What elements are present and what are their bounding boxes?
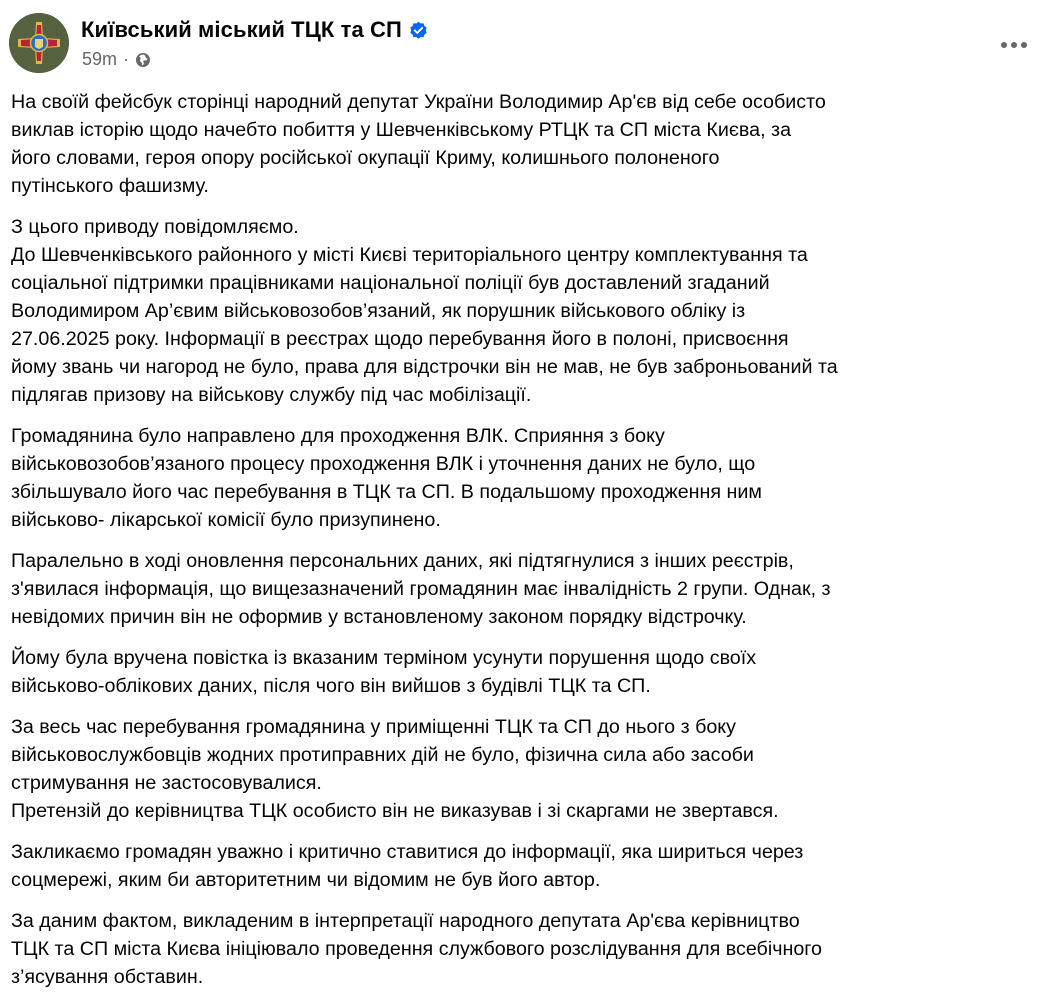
- more-options-icon-dot: [1011, 42, 1017, 48]
- post-paragraph: З цього приводу повідомляємо. До Шевченківського районного у місті Києві територіального центру комплектування та соціальної підтримки працівниками національної поліції був доставлений згаданий Володимиром Ар’євим військовозобов’язаний, як порушник військового обліку із 27.06.2025 року. Інформації в реєстрах щодо перебування його в полоні, присвоєння йому звань чи нагород не було, права для відстрочки він не мав, не був заброньований та підлягав призову на військову службу під час мобілізації.: [11, 216, 838, 406]
- post-body: [11, 88, 1031, 1004]
- author-name[interactable]: Київський міський ТЦК та СП: [81, 17, 402, 42]
- more-options-icon-dot: [1021, 42, 1027, 48]
- post-paragraph: Закликаємо громадян уважно і критично ставитися до інформації, яка шириться через соцмережі, яким би авторитетним чи відомим не був його автор.: [11, 841, 804, 891]
- post-paragraph: За даним фактом, викладеним в інтерпретації народного депутата Ар'єва керівництво ТЦК та СП міста Києва ініціювало проведення службового розслідування для всебічного з’ясування обставин.: [11, 910, 822, 988]
- more-options-button[interactable]: [994, 33, 1034, 57]
- post-paragraph: На своїй фейсбук сторінці народний депутат України Володимир Ар'єв від себе особисто виклав історію щодо начебто побиття у Шевченківському РТЦК та СП міста Києва, за його словами, героя опору російської окупації Криму, колишнього полоненого путінського фашизму.: [11, 91, 826, 197]
- emblem-icon: [9, 13, 69, 73]
- more-options-icon-dot: [1001, 42, 1007, 48]
- post-paragraph: Йому була вручена повістка із вказаним терміном усунути порушення щодо своїх військово-облікових даних, після чого він вийшов з будівлі ТЦК та СП.: [11, 647, 757, 697]
- verified-badge-icon: [409, 21, 428, 40]
- author-row: [81, 17, 428, 43]
- post-paragraph: Паралельно в ході оновлення персональних даних, які підтягнулися з інших реєстрів, з'явилася інформація, що вищезазначений громадянин має інвалідність 2 групи. Однак, з невідомих причин він не оформив у встановленому законом порядку відстрочку.: [11, 550, 831, 628]
- page-avatar[interactable]: [9, 13, 69, 73]
- post-meta: [82, 49, 151, 70]
- meta-separator: ·: [123, 49, 130, 69]
- globe-icon[interactable]: [135, 52, 151, 68]
- post-paragraph: Громадянина було направлено для проходження ВЛК. Сприяння з боку військовозобов’язаного процесу проходження ВЛК і уточнення даних не було, що збільшувало його час перебування в ТЦК та СП. В подальшому проходження ним військово- лікарської комісії було призупинено.: [11, 425, 762, 531]
- post-paragraph: За весь час перебування громадянина у приміщенні ТЦК та СП до нього з боку військовослужбовців жодних протиправних дій не було, фізична сила або засоби стримування не застосовувалися. Претензій до керівництва ТЦК особисто він не виказував і зі скаргами не звертався.: [11, 716, 779, 822]
- post-timestamp[interactable]: 59m: [82, 49, 118, 69]
- post-header: [9, 13, 1042, 77]
